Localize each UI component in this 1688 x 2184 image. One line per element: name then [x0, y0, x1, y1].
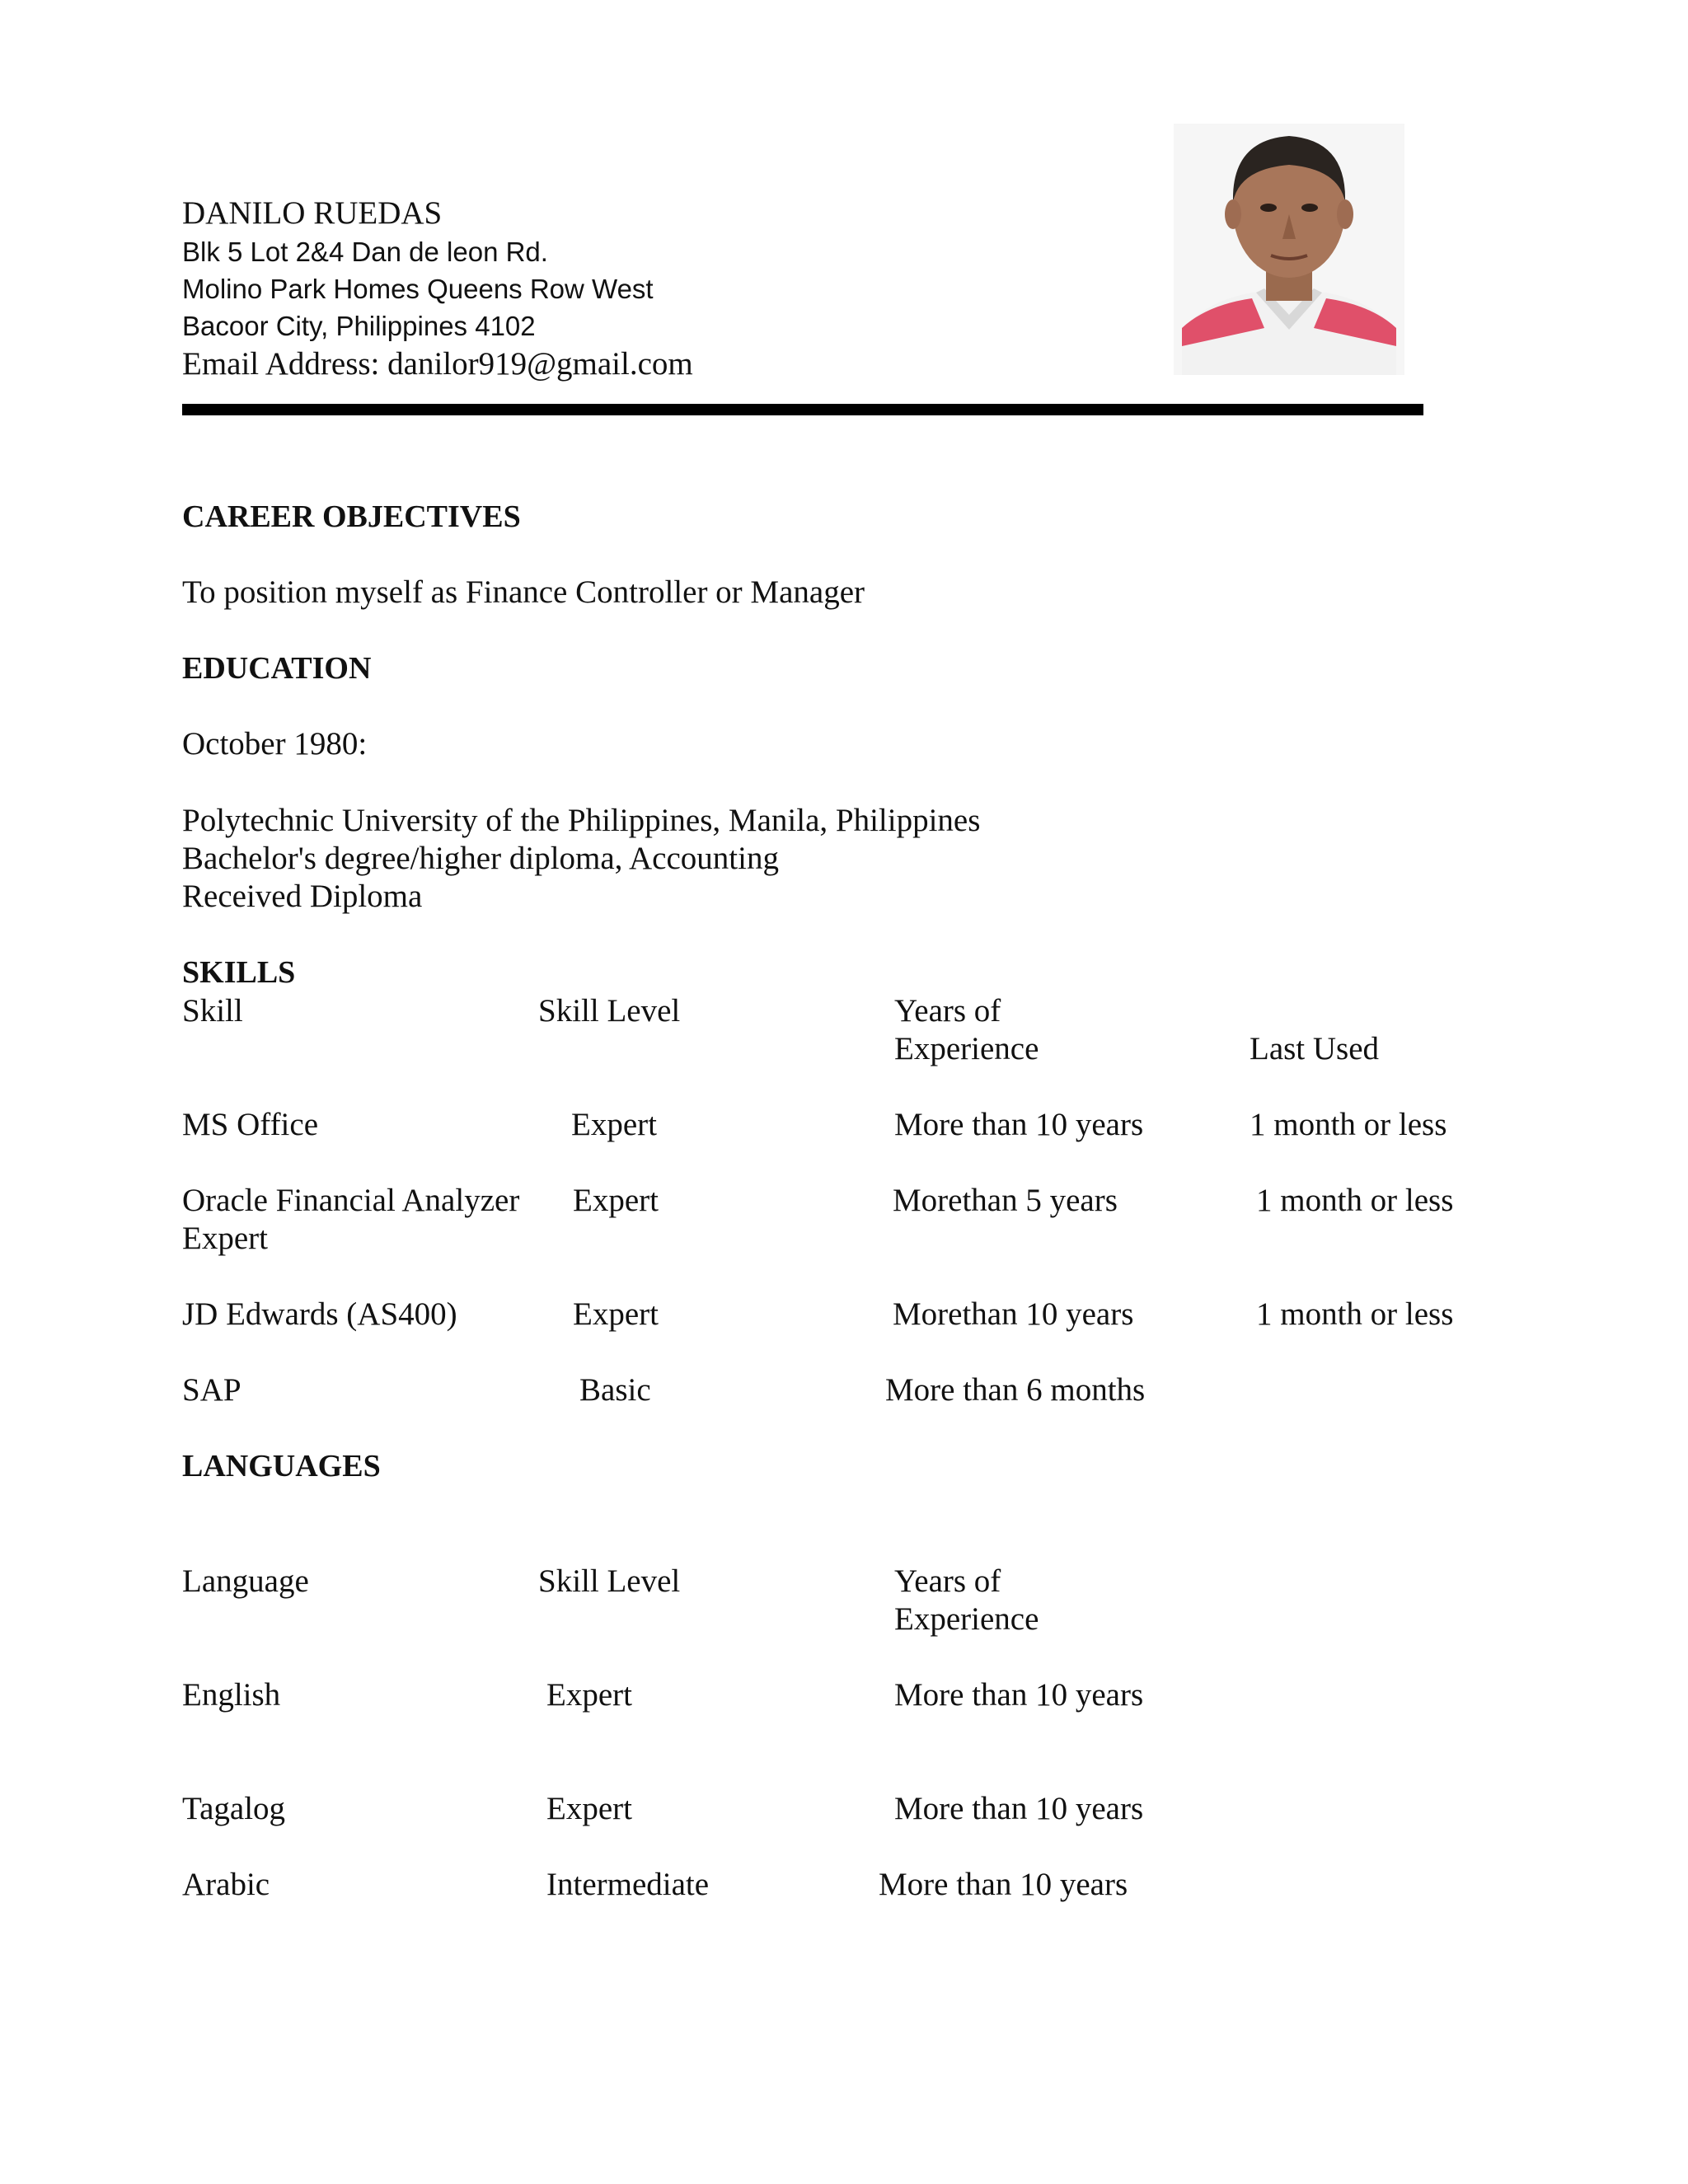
languages-col-years-2: Experience [894, 1601, 1039, 1637]
skill-name: SAP [182, 1372, 241, 1408]
education-status: Received Diploma [182, 879, 423, 914]
language-years: More than 10 years [879, 1867, 1128, 1902]
language-level: Expert [546, 1791, 632, 1826]
education-heading: EDUCATION [182, 651, 372, 686]
skill-years: More than 6 months [885, 1372, 1146, 1408]
skill-years: More than 10 years [894, 1107, 1144, 1142]
education-date: October 1980: [182, 726, 368, 762]
skill-name: Oracle Financial Analyzer [182, 1183, 520, 1218]
skill-years: Morethan 5 years [893, 1183, 1118, 1218]
language-years: More than 10 years [894, 1677, 1144, 1713]
skill-level: Expert [573, 1183, 659, 1218]
skill-last-used: 1 month or less [1256, 1183, 1454, 1218]
skill-name: MS Office [182, 1107, 319, 1142]
skill-last-used: 1 month or less [1250, 1107, 1447, 1142]
email-address: Email Address: danilor919@gmail.com [182, 346, 693, 382]
skill-level: Expert [573, 1296, 659, 1332]
languages-col-language: Language [182, 1563, 309, 1599]
education-degree: Bachelor's degree/higher diploma, Accounting [182, 841, 779, 876]
skill-last-used: 1 month or less [1256, 1296, 1454, 1332]
language-name: Arabic [182, 1867, 270, 1902]
language-level: Expert [546, 1677, 632, 1713]
applicant-name: DANILO RUEDAS [182, 195, 443, 231]
language-years: More than 10 years [894, 1791, 1144, 1826]
languages-col-years-1: Years of [894, 1563, 1001, 1599]
skills-col-years-2: Experience [894, 1031, 1039, 1066]
skill-years: Morethan 10 years [893, 1296, 1134, 1332]
address-line-3: Bacoor City, Philippines 4102 [182, 311, 536, 341]
language-level: Intermediate [546, 1867, 710, 1902]
skills-col-skill: Skill [182, 993, 243, 1029]
skill-name: JD Edwards (AS400) [182, 1296, 457, 1332]
skills-col-last-used: Last Used [1250, 1031, 1380, 1066]
skill-level: Expert [571, 1107, 657, 1142]
career-objectives-heading: CAREER OBJECTIVES [182, 499, 521, 534]
address-line-2: Molino Park Homes Queens Row West [182, 274, 654, 304]
education-school: Polytechnic University of the Philippines, Manila, Philippines [182, 803, 981, 838]
career-objective-text: To position myself as Finance Controller or Manager [182, 574, 865, 610]
languages-heading: LANGUAGES [182, 1449, 381, 1483]
skills-heading: SKILLS [182, 955, 296, 990]
profile-photo [1174, 124, 1404, 375]
header-divider [182, 404, 1423, 415]
address-line-1: Blk 5 Lot 2&4 Dan de leon Rd. [182, 237, 548, 267]
skills-col-years-1: Years of [894, 993, 1001, 1029]
skill-name-continued: Expert [182, 1221, 268, 1256]
skills-col-level: Skill Level [538, 993, 681, 1029]
language-name: English [182, 1677, 281, 1713]
languages-col-level: Skill Level [538, 1563, 681, 1599]
language-name: Tagalog [182, 1791, 286, 1826]
skill-level: Basic [579, 1372, 651, 1408]
